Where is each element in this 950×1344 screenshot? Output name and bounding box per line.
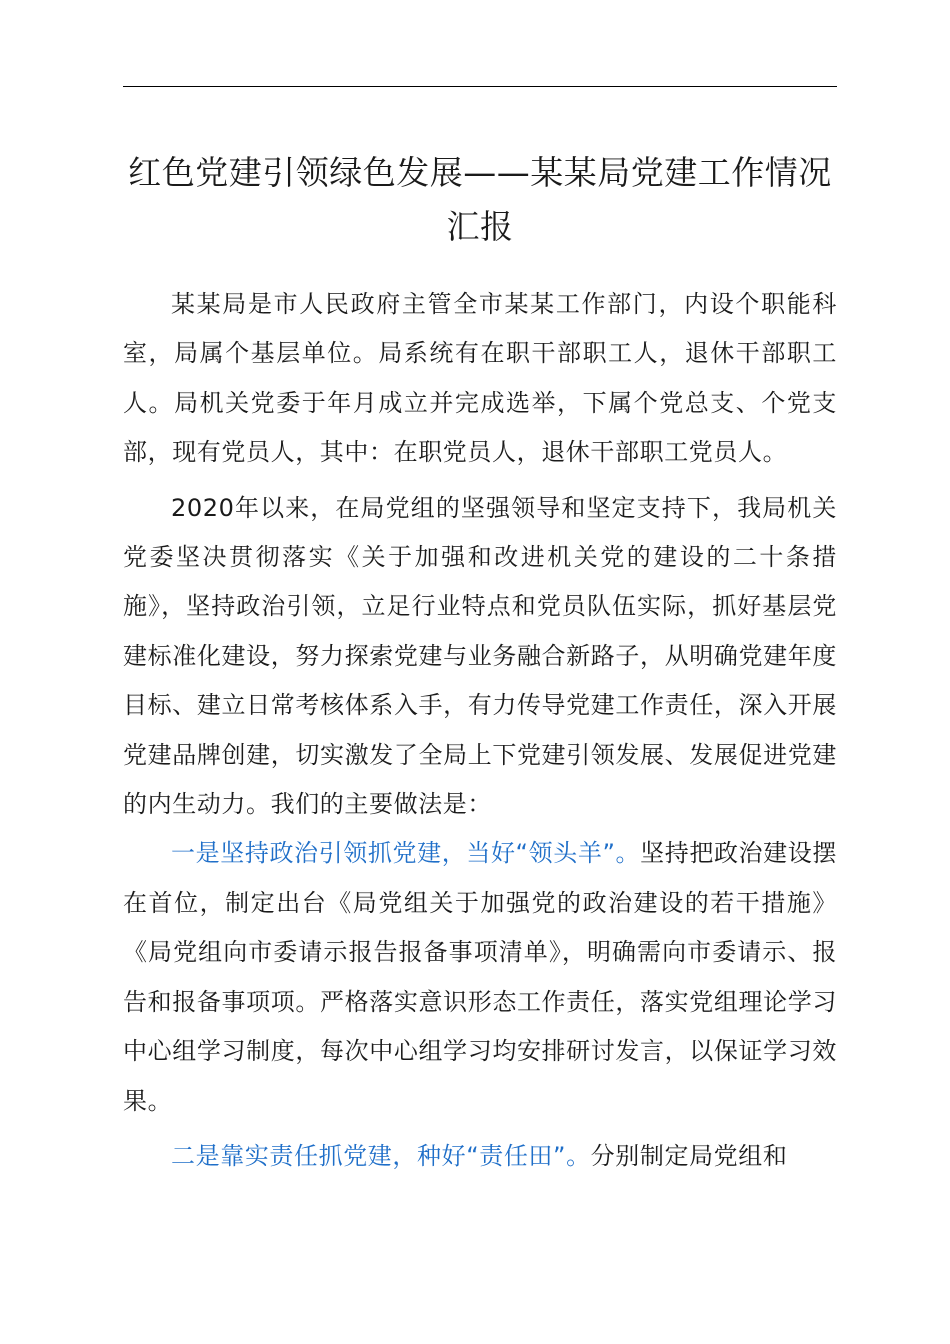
paragraph-text: 坚持把政治建设摆在首位，制定出台《局党组关于加强党的政治建设的若干措施》《局党组向市委请示报告报备事项清单》，明确需向市委请示、报告和报备事项项。严格落实意识形态工作责任，落实党组理论学习中心组学习制度，每次中心组学习均安排研讨发言，以保证学习效果。 bbox=[123, 839, 837, 1115]
paragraph-overview bbox=[123, 484, 837, 830]
point-heading: 一是坚持政治引领抓党建，当好“领头羊”。 bbox=[171, 839, 641, 868]
header-rule bbox=[123, 86, 837, 87]
paragraph-text: 2020年以来，在局党组的坚强领导和坚定支持下，我局机关党委坚决贯彻落实《关于加强和改进机关党的建设的二十条措施》，坚持政治引领，立足行业特点和党员队伍实际，抓好基层党建标准化建设，努力探索党建与业务融合新路子，从明确党建年度目标、建立日常考核体系入手，有力传导党建工作责任，深入开展党建品牌创建，切实激发了全局上下党建引领发展、发展促进党建的内生动力。我们的主要做法是： bbox=[123, 493, 837, 819]
paragraph-point-one bbox=[123, 829, 837, 1125]
paragraph-point-two bbox=[123, 1132, 837, 1181]
paragraph-intro bbox=[123, 280, 837, 478]
paragraph-text: 某某局是市人民政府主管全市某某工作部门，内设个职能科室，局属个基层单位。局系统有在职干部职工人，退休干部职工人。局机关党委于年月成立并完成选举，下属个党总支、个党支部，现有党员人，其中：在职党员人，退休干部职工党员人。 bbox=[123, 290, 837, 467]
document-body bbox=[123, 280, 837, 1181]
point-heading: 二是靠实责任抓党建，种好“责任田”。 bbox=[171, 1141, 591, 1170]
paragraph-text: 分别制定局党组和 bbox=[590, 1141, 788, 1170]
document-title: 红色党建引领绿色发展——某某局党建工作情况汇报 bbox=[128, 153, 832, 246]
